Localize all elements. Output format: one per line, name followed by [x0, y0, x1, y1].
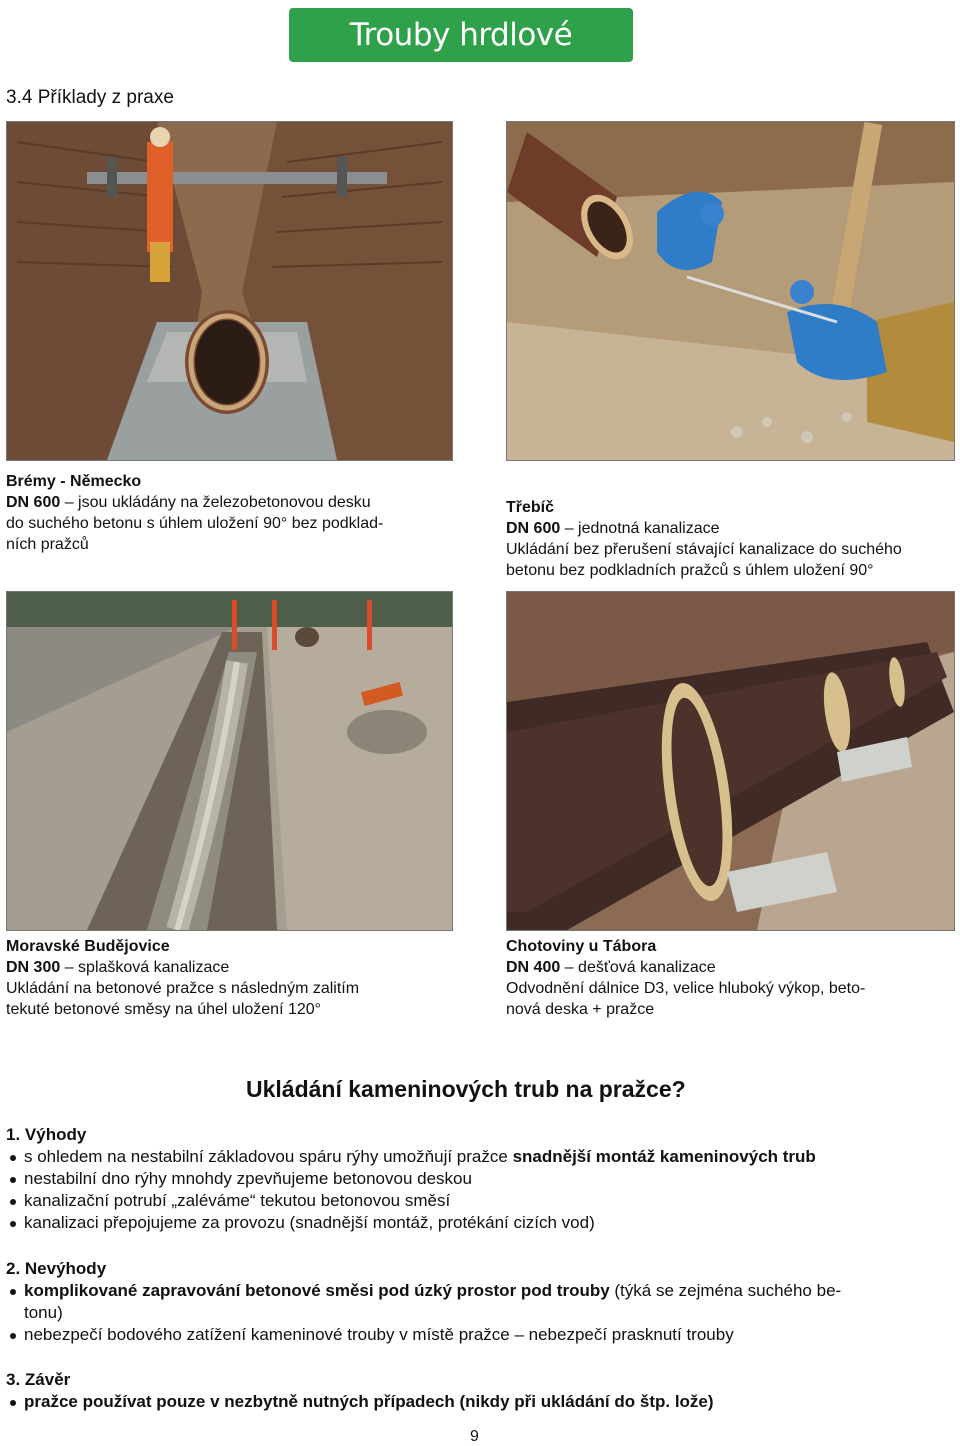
caption-place: Brémy - Německo [6, 473, 142, 490]
caption-place: Moravské Budějovice [6, 938, 170, 955]
caption-text: Ukládání na betonové pražce s následným zalitím [6, 980, 360, 997]
question-heading: Ukládání kameninových trub na pražce? [246, 1076, 686, 1102]
caption-text: Odvodnění dálnice D3, velice hluboký výkop, beto- [506, 980, 866, 997]
list-item: kanalizaci přepojujeme za provozu (snadnější montáž, protékání cizích vod) [6, 1212, 816, 1234]
caption-chotoviny [506, 936, 952, 1020]
list-item: kanalizační potrubí „zaléváme“ tekutou betonovou směsí [6, 1190, 816, 1212]
photo-bremy-trench [6, 121, 453, 461]
disadvantages-heading: 2. Nevýhody [6, 1259, 107, 1278]
conclusion-heading: 3. Závěr [6, 1370, 71, 1389]
caption-text: ních pražců [6, 536, 89, 553]
disadvantages-list [6, 1258, 841, 1346]
caption-text: nová deska + pražce [506, 1001, 655, 1018]
caption-text: – jsou ukládány na železobetonovou desku [64, 494, 371, 511]
photo-chotoviny [506, 591, 955, 931]
chapter-title: Trouby hrdlové [349, 17, 573, 53]
caption-trebic [506, 497, 952, 581]
caption-text: Ukládání bez přerušení stávající kanalizace do suchého [506, 541, 902, 558]
list-item: pražce používat pouze v nezbytně nutných případech (nikdy při ukládání do štp. lože) [6, 1391, 714, 1413]
page-number: 9 [470, 1428, 479, 1445]
caption-text: tekuté betonové směsy na úhel uložení 120° [6, 1001, 322, 1018]
conclusion-list [6, 1369, 714, 1413]
advantages-list [6, 1124, 816, 1234]
caption-text: – dešťová kanalizace [564, 959, 716, 976]
photo-trebic-workers [506, 121, 955, 461]
caption-dn: DN 300 [6, 959, 61, 976]
caption-place: Třebíč [506, 499, 555, 516]
caption-place: Chotoviny u Tábora [506, 938, 657, 955]
caption-moravske-budejovice [6, 936, 446, 1020]
chapter-title-badge [289, 8, 633, 62]
caption-text: – splašková kanalizace [64, 959, 230, 976]
section-title: 3.4 Příklady z praxe [6, 87, 174, 108]
caption-bremy [6, 471, 446, 555]
list-item: nestabilní dno rýhy mnohdy zpevňujeme betonovou deskou [6, 1168, 816, 1190]
caption-dn: DN 600 [506, 520, 561, 537]
list-item: s ohledem na nestabilní základovou spáru rýhy umožňují pražce snadnější montáž kameninových trub [6, 1146, 816, 1168]
list-item: nebezpečí bodového zatížení kameninové trouby v místě pražce – nebezpečí prasknutí trouby [6, 1324, 841, 1346]
list-item: komplikované zapravování betonové směsi pod úzký prostor pod trouby (týká se zejména suchého be- [6, 1280, 841, 1302]
caption-text: do suchého betonu s úhlem uložení 90° bez podklad- [6, 515, 384, 532]
list-item-continuation: tonu) [24, 1303, 63, 1322]
caption-text: – jednotná kanalizace [564, 520, 720, 537]
caption-text: betonu bez podkladních pražců s úhlem uložení 90° [506, 562, 874, 579]
caption-dn: DN 400 [506, 959, 561, 976]
caption-dn: DN 600 [6, 494, 61, 511]
photo-moravske-budejovice [6, 591, 453, 931]
advantages-heading: 1. Výhody [6, 1125, 87, 1144]
